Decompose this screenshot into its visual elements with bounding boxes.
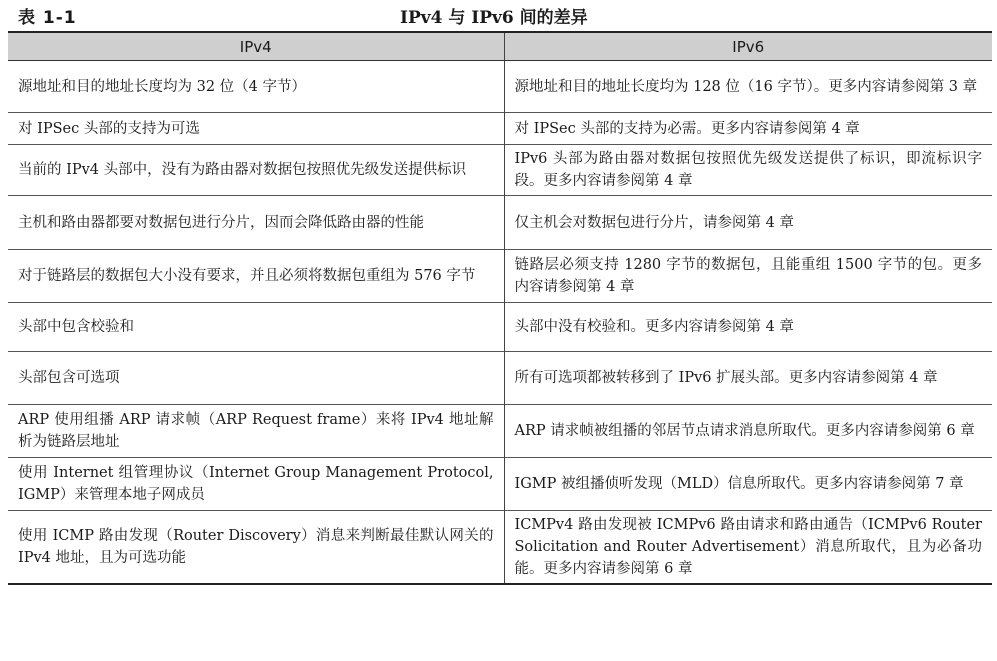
ipv4-cell: 头部中包含校验和 bbox=[8, 303, 504, 352]
table-row bbox=[8, 352, 992, 405]
ipv6-cell: IPv6 头部为路由器对数据包按照优先级发送提供了标识，即流标识字段。更多内容请参阅第 4 章 bbox=[504, 145, 992, 196]
ipv6-cell: 所有可选项都被转移到了 IPv6 扩展头部。更多内容请参阅第 4 章 bbox=[504, 352, 992, 405]
table-row bbox=[8, 511, 992, 585]
table-row bbox=[8, 458, 992, 511]
table-row bbox=[8, 250, 992, 303]
ipv4-cell: 当前的 IPv4 头部中，没有为路由器对数据包按照优先级发送提供标识 bbox=[8, 145, 504, 196]
ipv4-cell: 使用 ICMP 路由发现（Router Discovery）消息来判断最佳默认网关的 IPv4 地址，且为可选功能 bbox=[8, 511, 504, 585]
table-row bbox=[8, 61, 992, 113]
table-row bbox=[8, 113, 992, 145]
ipv4-ipv6-comparison-table bbox=[8, 31, 992, 585]
table-row bbox=[8, 303, 992, 352]
ipv4-cell: 对于链路层的数据包大小没有要求，并且必须将数据包重组为 576 字节 bbox=[8, 250, 504, 303]
table-caption bbox=[0, 0, 997, 30]
table-row bbox=[8, 405, 992, 458]
ipv6-cell: 链路层必须支持 1280 字节的数据包，且能重组 1500 字节的包。更多内容请参阅第 4 章 bbox=[504, 250, 992, 303]
table-number: 表 1-1 bbox=[18, 8, 77, 28]
table-title: IPv4 与 IPv6 间的差异 bbox=[400, 8, 588, 28]
ipv4-cell: 主机和路由器都要对数据包进行分片，因而会降低路由器的性能 bbox=[8, 196, 504, 250]
ipv4-cell: ARP 使用组播 ARP 请求帧（ARP Request frame）来将 IPv4 地址解析为链路层地址 bbox=[8, 405, 504, 458]
ipv6-cell: 对 IPSec 头部的支持为必需。更多内容请参阅第 4 章 bbox=[504, 113, 992, 145]
ipv6-cell: 仅主机会对数据包进行分片，请参阅第 4 章 bbox=[504, 196, 992, 250]
ipv6-cell: IGMP 被组播侦听发现（MLD）信息所取代。更多内容请参阅第 7 章 bbox=[504, 458, 992, 511]
table-header-row bbox=[8, 32, 992, 61]
ipv6-cell: 源地址和目的地址长度均为 128 位（16 字节）。更多内容请参阅第 3 章 bbox=[504, 61, 992, 113]
header-ipv6: IPv6 bbox=[504, 32, 992, 61]
ipv6-cell: 头部中没有校验和。更多内容请参阅第 4 章 bbox=[504, 303, 992, 352]
ipv4-cell: 源地址和目的地址长度均为 32 位（4 字节） bbox=[8, 61, 504, 113]
ipv4-cell: 对 IPSec 头部的支持为可选 bbox=[8, 113, 504, 145]
table-row bbox=[8, 196, 992, 250]
ipv6-cell: ARP 请求帧被组播的邻居节点请求消息所取代。更多内容请参阅第 6 章 bbox=[504, 405, 992, 458]
ipv4-cell: 使用 Internet 组管理协议（Internet Group Management Protocol, IGMP）来管理本地子网成员 bbox=[8, 458, 504, 511]
table-row bbox=[8, 145, 992, 196]
ipv4-cell: 头部包含可选项 bbox=[8, 352, 504, 405]
ipv6-cell: ICMPv4 路由发现被 ICMPv6 路由请求和路由通告（ICMPv6 Router Solicitation and Router Advertisement）消息所取代，且为必备功能。更多内容请参阅第 6 章 bbox=[504, 511, 992, 585]
header-ipv4: IPv4 bbox=[8, 32, 504, 61]
